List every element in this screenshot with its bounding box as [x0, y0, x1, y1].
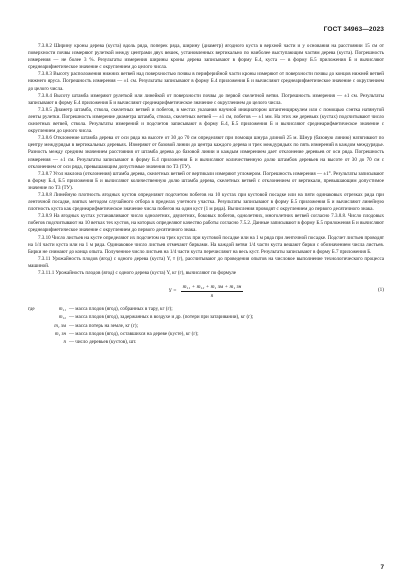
paragraph-7-3-8-6: 7.3.8.6 Отклонение штамба дерева от оси ряда на высоте от 30 до 70 см определяют при помощи шнура длиной 25 м. Шнур (базовую линию) натягивают по центру междурядья в вертикальных деревьях. Измеряют от базовой линии до центра каждого дерева и трех междурядьях по пять измерений в каждом междурядье. Разность между средним значением расстояния от штамба дерева до базовой линии и каждым измерением дает отклонение деревьев от оси ряда. Погрешность измерения — ±1 см. Результаты записывают в форму Б.4 приложения Б и вычисляют количественную долю штамбов деревьев на высоте от 30 до 70 см с отклонением от оси ряда, превышающим допустимые значения по Т3 (ТУ). [28, 135, 384, 170]
legend-row [28, 313, 384, 321]
legend-definition: — масса плодов (ягод), собранных в тару, кг (г); [69, 306, 173, 313]
formula-lhs: Y = [168, 288, 177, 295]
legend-intro: где [28, 306, 35, 313]
standard-header: ГОСТ 34963—2023 [323, 26, 384, 33]
paragraph-7-3-10: 7.3.10 Число листьев на кусте определяют их подсчетом на трех кустах при кустовой посадке или на 1 м ряда при ленточной посадке. Подсчет листьев проводят на 1/4 части куста или на 1 м ряда. Одинаковое число листьев отмечают бирками. На каждой ветви 1/4 части куста вешают бирки с обозначением числа листьев. Бирки не снимают до конца опыта. Полученное число листьев на 1/4 части куста перечисляют на весь куст. Результаты записывают в форму Б.7 приложения Б. [28, 234, 385, 255]
formula-denominator: n [210, 292, 214, 299]
paragraph-7-3-8-3: 7.3.8.3 Высоту расположения нижних ветвей над поверхностью почвы в периферийной части кроны измеряют от поверхности почвы до концов нижней ветвей нижнего яруса. Погрешность измерения — ±1 см. Результаты записывают в форму Б.4 приложения Б и вычисляют среднеарифметическое значение с округлением до целого числа. [28, 71, 384, 92]
legend-symbol: m₁₁ [58, 306, 66, 313]
formula-legend [28, 305, 384, 346]
legend-definition: — число деревьев (кустов), шт. [69, 338, 137, 345]
paragraph-7-3-11: 7.3.11 Урожайность плодов (ягод) с одного дерева (куста) Y, т (г), рассчитывают до проведения опытов на числовое выполнение технологического процесса машиной. [28, 255, 384, 269]
paragraph-7-3-8-7: 7.3.8.7 Угол наклона (отклонения) штамба дерева, скелетных ветвей от вертикали измеряют угломером. Погрешность измерения — ±1°. Результаты записывают в форму Б.4, Б.5 приложения Б и вычисляют количественную долю штамба дерева, скелетных ветвей с отклонением от вертикали, превышающим допустимое значение по Т3 (ТУ). [28, 170, 384, 191]
formula-fraction [181, 284, 244, 299]
legend-row [28, 330, 384, 338]
legend-symbol: n [63, 338, 66, 345]
legend-definition: — масса плодов (ягод), задержанных в воздухе и др. (потери при затаривании), кг (г); [69, 314, 254, 321]
paragraph-7-3-11-1: 7.3.11.1 Урожайность плодов (ягод) с одного дерева (куста) Y, кг (г), вычисляют по формуле [38, 270, 237, 276]
legend-row [28, 338, 384, 346]
paragraph-7-3-8-4: 7.3.8.4 Высоту штамба измеряют рулеткой или линейкой от поверхности почвы до первой скелетной ветви. Погрешность измерения — ±1 см. Результаты записывают в форму Б.4 приложения Б и вычисляют среднеарифметическое значение с округлением до целого числа. [28, 92, 384, 106]
formula-numerator: m₁₁ + m₁₂ + m₁ зм + m₁ зн [182, 283, 242, 290]
yield-formula [28, 281, 384, 301]
page-number: 7 [380, 564, 384, 571]
paragraph-7-3-8-5: 7.3.8.5 Диаметр штамба, ствола, скелетных ветвей и побегов, в местах указания научной инициатором штангенциркулем или с помощью сэнтка натянутой ленты рулетки. Погрешность измерение диаметра штамба, ствола, скелетных ветвей — ±1 см, побегов — ±1 мм. На этих же деревьях (кустах) подсчитывают число скелетных ветвей, ствола. Результаты измерений и подсчетов записывают в форму Б.4, Б.5 приложения Б и вычисляют среднеарифметическое значение с округлением до целого числа. [28, 106, 384, 135]
paragraph-7-3-8-2: 7.3.8.2 Ширину кроны дерева (куста) вдоль ряда, поперек ряда, ширину (диаметр) ягодного куста в верхней части и у основания на расстоянии 15 см от поверхности почвы измеряют рулеткой между центрами двух вешек, установленных вертикально по наиболее выступающим частям дерева (куста). Погрешность измерения — не более 3 %. Результаты измерения ширины кроны дерева записывают в форму Б.4, куста — в форму Б.5 приложения Б и вычисляют среднеарифметическое значение с округлением до целого числа. [28, 43, 384, 71]
paragraph-7-3-8-8: 7.3.8.8 Линейную плотность ягодных кустов определяют подсчетом побегов на 10 кустах при кустовой посадке или на пяти одинаковых отрезках ряда при ленточной посадке, взятых методом случайного отбора в пределах учетного участка. Результаты записывают в форму Б.5 приложения Б и вычисляют линейную плотность куста как среднеарифметическое значение числа побегов на один куст (1 м ряда). Вычисления проводят с округлением до первого десятичного знака. [28, 191, 384, 213]
legend-definition: — масса плодов (ягод), оставшихся на дереве (кусте), кг (г); [69, 330, 199, 337]
legend-row [28, 305, 384, 313]
legend-symbol: m₁ зм [54, 322, 66, 329]
legend-definition: — масса потерь на земле, кг (г); [69, 322, 138, 329]
legend-row [28, 322, 384, 330]
legend-symbol: m₁₂ [58, 314, 66, 321]
legend-symbol: m₁ зн [54, 330, 66, 337]
paragraph-7-3-8-9: 7.3.8.9 На ягодных кустах устанавливают число однолетних, двулетних, боковых побегов, однолетних, многолетних ветвей согласно 7.3.8.8. Число плодовых побегов подсчитывают на 10 ветках тех кустов, на которых определяют качество работы согласно 7.5.2. Данные записывают в форму Б.5 приложения Б и вычисляют среднеарифметическое значение с округлением до первого десятичного знака. [28, 213, 384, 234]
formula-number: (1) [377, 287, 384, 294]
